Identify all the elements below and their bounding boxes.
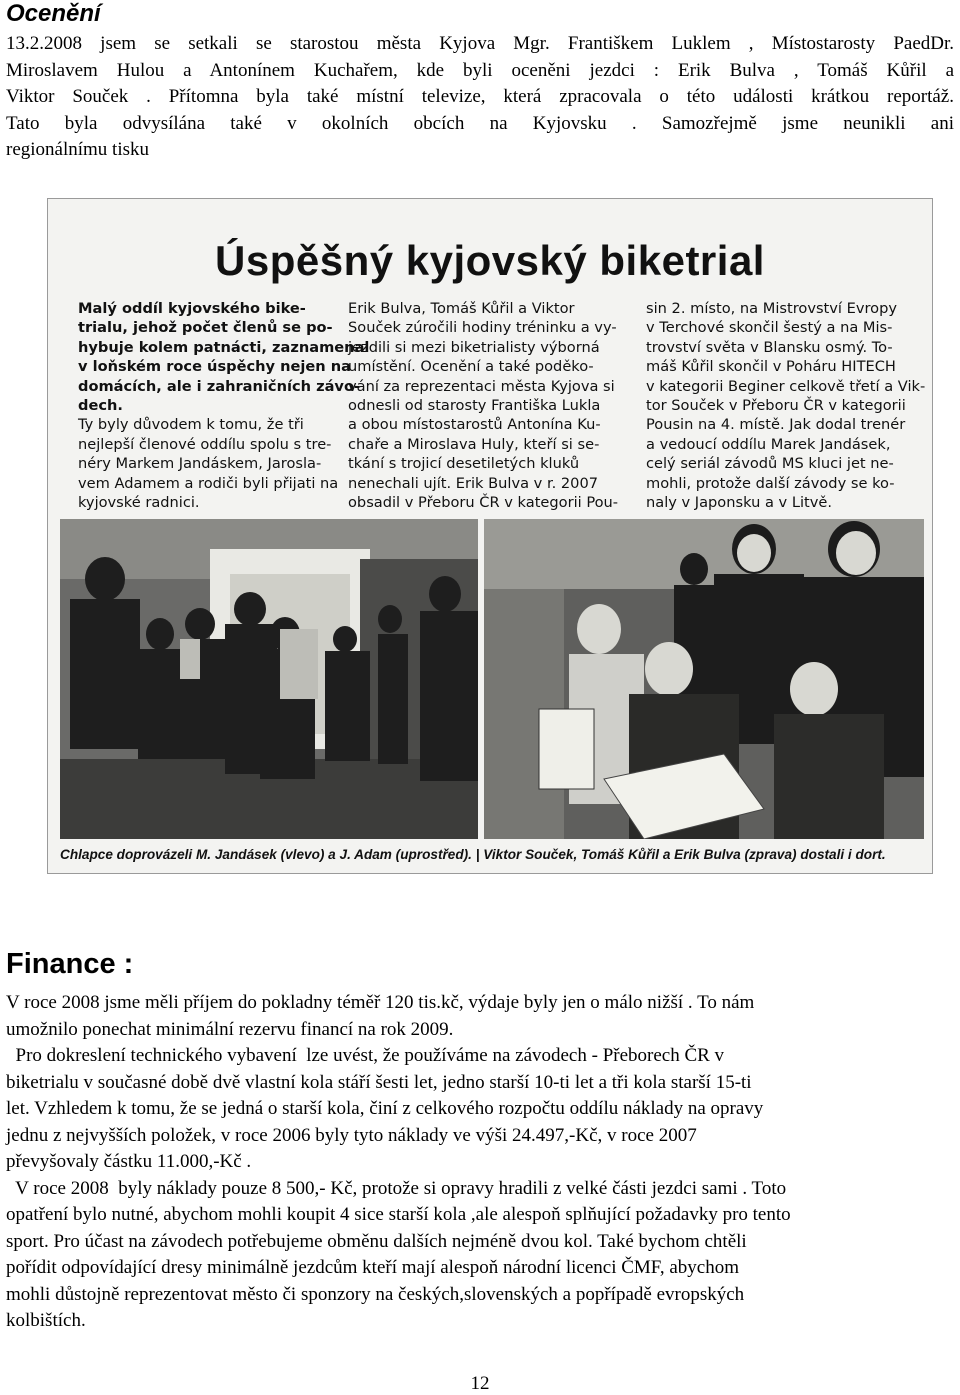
clipping-line: Erik Bulva, Tomáš Kůřil a Viktor	[348, 300, 575, 317]
paragraph-line: Tato byla odvysílána také v okolních obcích na Kyjovsku . Samozřejmě jsme neunikli ani	[6, 112, 954, 134]
paragraph-line: Viktor Souček . Přítomna byla také místní televize, která zpracovala o této události krátkou reportáž.	[6, 86, 954, 107]
paragraph-line: mohli důstojně reprezentovat město či sponzory na českých,slovenských a popřípadě evropských	[6, 1283, 745, 1305]
section-finance-paragraph	[6, 990, 954, 1335]
paragraph-line: biketrialu v současné době dvě vlastní kola stáří šesti let, jedno starší 10-ti let a tři kola starší 15-ti	[6, 1071, 752, 1093]
clipping-line: naly v Japonsku a v Litvě.	[646, 494, 832, 512]
paragraph-line: Miroslavem Hulou a Antonínem Kuchařem, kde byli oceněni jezdci : Erik Bulva , Tomáš Kůřil a	[6, 59, 954, 81]
clipping-line: néry Markem Jandáskem, Jarosla-	[78, 455, 322, 473]
paragraph-line: umožnilo ponechat minimální rezervu financí na rok 2009.	[6, 1018, 454, 1040]
photo-boys-with-cake	[484, 519, 924, 839]
clipping-line: Souček zúročili hodiny tréninku a vy-	[348, 319, 617, 337]
clipping-line: jezdili si mezi biketrialisty výborná	[348, 338, 600, 356]
clipping-line: máš Kůřil skončil v Poháru HITECH	[646, 358, 896, 376]
photo-caption: Chlapce doprovázeli M. Jandásek (vlevo) a J. Adam (uprostřed). | Viktor Souček, Tomáš Kůřil a Erik Bulva (zprava) dostali i dort.	[60, 847, 886, 862]
clipping-column-3	[646, 299, 926, 512]
section-heading-finance: Finance :	[6, 948, 134, 980]
clipping-line: nenechali ujít. Erik Bulva v r. 2007	[348, 474, 599, 492]
clipping-line: trovství světa v Blansku osmý. To-	[646, 338, 893, 356]
paragraph-line: kolbištích.	[6, 1310, 86, 1331]
page-number: 12	[470, 1373, 490, 1394]
paragraph-line: převyšovaly částku 11.000,-Kč .	[6, 1151, 252, 1172]
clipping-line: nejlepší členové oddílu spolu s tre-	[78, 435, 332, 453]
clipping-line: Pousin na 4. místě. Jak dodal trenér	[646, 416, 906, 434]
section-heading-oceneni: Ocenění	[6, 0, 101, 27]
clipping-line: v Terchové skončil šestý a na Mis-	[646, 319, 893, 337]
clipping-line: hybuje kolem patnácti, zaznamenal	[78, 338, 370, 356]
photo-group-at-town-hall	[60, 519, 478, 839]
clipping-line: Malý oddíl kyjovského bike-	[78, 300, 306, 317]
paragraph-line: opatření bylo nutné, abychom mohli koupit 4 sice starší kola ,ale alespoň splňující požadavky pro tento	[6, 1204, 791, 1225]
clipping-line: odnesli od starosty Františka Lukla	[348, 397, 601, 415]
clipping-line: a vedoucí oddílu Marek Jandásek,	[646, 435, 891, 453]
clipping-line: a obou místostarostů Antonína Ku-	[348, 416, 601, 434]
paragraph-line: let. Vzhledem k tomu, že se jedná o starší kola, činí z celkového rozpočtu oddílu náklady na opravy	[6, 1098, 764, 1119]
clipping-column-2	[348, 299, 628, 512]
clipping-line: tkání s trojicí desetiletých kluků	[348, 455, 580, 473]
paragraph-line: regionálnímu tisku	[6, 139, 150, 160]
paragraph-line: sport. Pro účast na závodech potřebujeme obměnu dalších nejméně dvou kol. Také bychom chtěli	[6, 1230, 747, 1252]
clipping-headline: Úspěšný kyjovský biketrial	[215, 237, 765, 284]
newspaper-clipping	[47, 198, 933, 874]
paragraph-line: V roce 2008 byly náklady pouze 8 500,- Kč, protože si opravy hradili z velké části jezdci sami . Toto	[6, 1177, 787, 1199]
clipping-line: Ty byly důvodem k tomu, že tři	[78, 416, 304, 434]
paragraph-line: 13.2.2008 jsem se setkali se starostou města Kyjova Mgr. Františkem Luklem , Místostarosty PaedDr.	[6, 33, 954, 54]
clipping-line: dech.	[78, 397, 123, 415]
clipping-line: v kategorii Beginer celkově třetí a Vik-	[646, 377, 926, 395]
paragraph-line: pořídit odpovídající dresy minimálně jezdcům kteří mají alespoň národní licenci ČMF, abychom	[6, 1257, 739, 1278]
paragraph-line: Pro dokreslení technického vybavení lze uvést, že používáme na závodech - Přeborech ČR v	[6, 1045, 725, 1066]
clipping-line: v loňském roce úspěchy nejen na	[78, 358, 351, 376]
clipping-line: vem Adamem a rodiči byli přijati na	[78, 474, 339, 492]
clipping-line: vání za reprezentaci města Kyjova si	[348, 377, 615, 395]
clipping-line: chaře a Miroslava Huly, kteří si se-	[348, 435, 600, 453]
section-oceneni-paragraph	[6, 31, 954, 164]
clipping-line: domácích, ale i zahraničních závo-	[78, 377, 361, 395]
clipping-line: obsadil v Přeboru ČR v kategorii Pou-	[348, 494, 619, 512]
clipping-line: celý seriál závodů MS kluci jet ne-	[646, 455, 894, 473]
clipping-line: umístění. Ocenění a také poděko-	[348, 358, 594, 376]
clipping-line: trialu, jehož počet členů se po-	[78, 319, 333, 337]
clipping-line: sin 2. místo, na Mistrovství Evropy	[646, 300, 897, 317]
paragraph-line: jednu z nejvyšších položek, v roce 2006 byly tyto náklady ve výši 24.497,-Kč, v roce 2007	[6, 1124, 697, 1146]
clipping-line: mohli, protože další závody se ko-	[646, 474, 895, 492]
clipping-line: kyjovské radnici.	[78, 494, 200, 512]
clipping-line: tor Souček v Přeboru ČR v kategorii	[646, 397, 906, 415]
clipping-column-1	[78, 299, 370, 512]
paragraph-line: V roce 2008 jsme měli příjem do pokladny téměř 120 tis.kč, výdaje byly jen o málo nižší . To nám	[6, 992, 755, 1013]
